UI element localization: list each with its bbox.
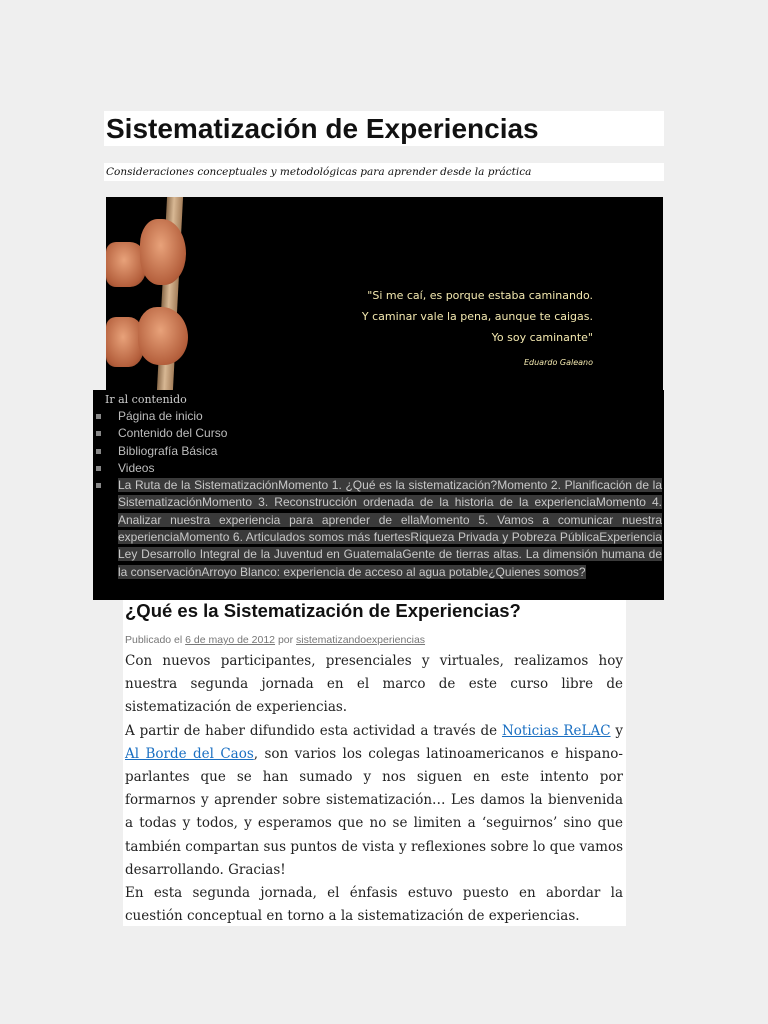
nav-menu — [93, 408, 664, 581]
paragraph: En esta segunda jornada, el énfasis estuvo puesto en abordar la cuestión conceptual en torno a la sistematización de experiencias. — [125, 885, 623, 925]
quote-line: Yo soy caminante" — [491, 331, 593, 344]
post-article — [123, 600, 626, 926]
nav-item-bibliografia[interactable] — [93, 443, 664, 460]
site-title[interactable]: Sistematización de Experiencias — [104, 111, 664, 146]
nav-item-contenido[interactable] — [93, 425, 664, 442]
nav-item-label: Bibliografía Básica — [118, 443, 218, 458]
hand-illustration — [138, 307, 188, 365]
bullet-icon — [96, 414, 101, 419]
header-quote — [362, 285, 593, 348]
hand-illustration — [140, 219, 186, 285]
main-navigation — [93, 390, 664, 600]
nav-item-videos[interactable] — [93, 460, 664, 477]
paragraph-text: y — [610, 722, 623, 739]
al-borde-del-caos-link[interactable]: Al Borde del Caos — [125, 745, 254, 762]
bullet-icon — [96, 466, 101, 471]
quote-author: Eduardo Galeano — [523, 358, 593, 367]
paragraph-text: , son varios los colegas latinoamericanos e hispano-parlantes que se han sumado y nos siguen en este intento por formarnos y aprender sobre sistematización… Les damos la bienvenida a todas y todos, y esperamos que no se limiten a ‘seguirnos’ sino que también compartan sus puntos de vista y reflexiones sobre lo que vamos desarrollando. Gracias! — [125, 745, 623, 878]
bullet-icon — [96, 449, 101, 454]
quote-line: "Si me caí, es porque estaba caminando. — [367, 289, 593, 302]
paragraph — [125, 720, 623, 882]
nav-item-label: Videos — [118, 460, 155, 475]
bullet-icon — [96, 431, 101, 436]
nav-item-label: La Ruta de la SistematizaciónMomento 1. ¿Qué es la sistematización?Momento 2. Planificación de la SistematizaciónMomento 3. Reconstrucción ordenada de la historia de la experienciaMomento 4. Analizar nuestra experiencia para aprender de ellaMomento 5. Vamos a comunicar nuestra experienciaMomento 6. Articulados somos más fuertesRiqueza Privada y Pobreza PúblicaExperiencia Ley Desarrollo Integral de la Juventud en GuatemalaGente de tierras altas. La dimensión humana de la conservaciónArroyo Blanco: experiencia de acceso al agua potable¿Quienes somos? — [118, 478, 662, 579]
header-image — [106, 197, 663, 390]
quote-line: Y caminar vale la pena, aunque te caigas. — [361, 310, 593, 323]
noticias-relac-link[interactable]: Noticias ReLAC — [501, 722, 611, 739]
paragraph: Con nuevos participantes, presenciales y virtuales, realizamos hoy nuestra segunda jornada en el marco de este curso libre de sistematización de experiencias. — [125, 653, 623, 716]
bullet-icon — [96, 483, 101, 488]
site-description: Consideraciones conceptuales y metodológicas para aprender desde la práctica — [104, 163, 664, 181]
nav-item-label: Contenido del Curso — [118, 426, 228, 441]
meta-by: por — [275, 634, 297, 646]
post-date-link[interactable]: 6 de mayo de 2012 — [185, 634, 276, 646]
post-title[interactable]: ¿Qué es la Sistematización de Experiencias? — [125, 600, 521, 621]
post-author-link[interactable]: sistematizandoexperiencias — [296, 634, 426, 646]
paragraph-text: A partir de haber difundido esta actividad a través de — [125, 722, 502, 739]
nav-item-label: Página de inicio — [118, 409, 203, 423]
nav-item-ruta[interactable] — [93, 477, 664, 581]
nav-item-inicio[interactable] — [93, 408, 664, 425]
post-meta — [125, 634, 425, 646]
skip-to-content-link[interactable]: Ir al contenido — [105, 393, 187, 406]
meta-prefix: Publicado el — [125, 634, 186, 646]
post-content — [125, 650, 623, 928]
